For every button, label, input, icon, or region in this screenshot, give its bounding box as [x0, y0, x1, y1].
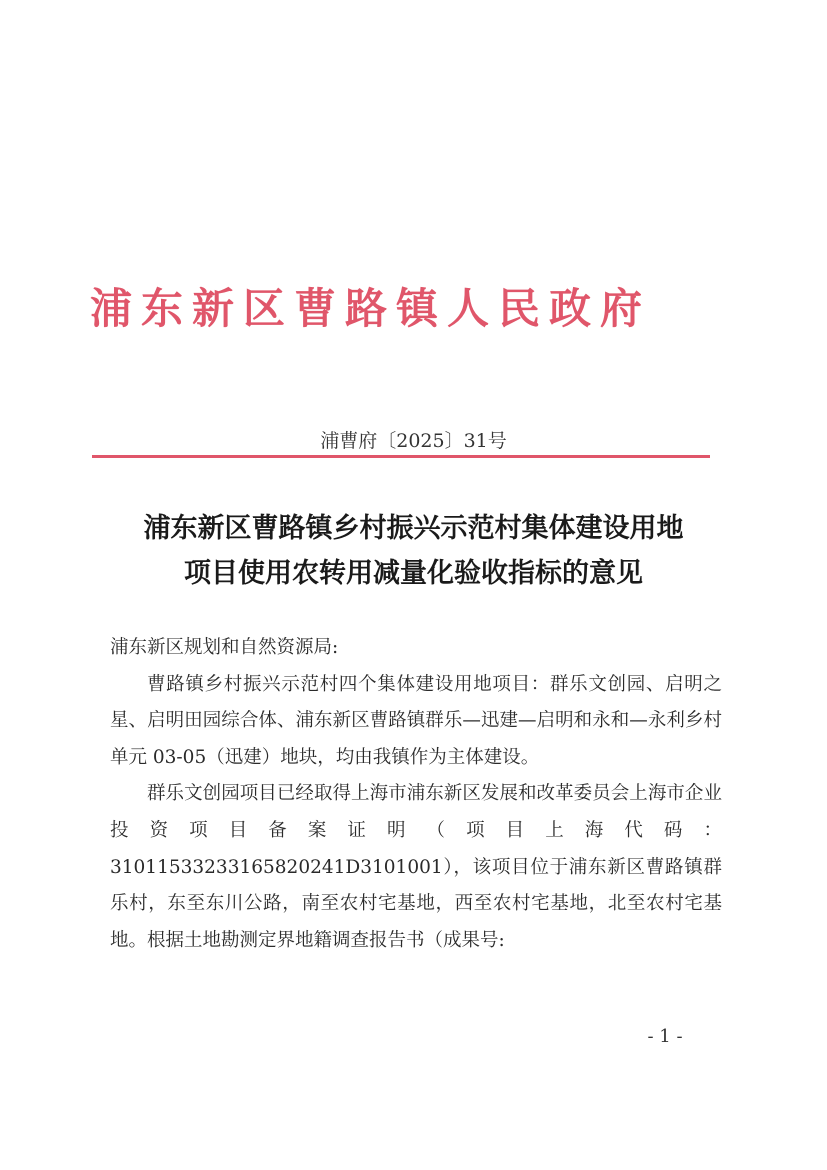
page-number: - 1 - [647, 1026, 683, 1047]
body-paragraph: 曹路镇乡村振兴示范村四个集体建设用地项目：群乐文创园、启明之星、启明田园综合体、浦东新区曹路镇群乐—迅建—启明和永和—永利乡村单元 03-05（迅建）地块，均由我镇作为主体建设。 [110, 673, 722, 768]
document-body [110, 630, 722, 959]
document-title [60, 506, 767, 596]
issuing-authority-header: 浦东新区曹路镇人民政府 [90, 284, 652, 333]
document-title-line-2: 项目使用农转用减量化验收指标的意见 [184, 558, 643, 589]
document-number: 浦曹府〔2025〕31号 [320, 430, 507, 452]
document-title-line-1: 浦东新区曹路镇乡村振兴示范村集体建设用地 [143, 513, 684, 544]
red-divider-line [92, 455, 710, 458]
body-paragraph: 群乐文创园项目已经取得上海市浦东新区发展和改革委员会上海市企业投资项目备案证明（项目上海代码：31011533233165820241D3101001），该项目位于浦东新区曹路镇群乐村，东至东川公路，南至农村宅基地，西至农村宅基地，北至农村宅基地。根据土地勘测定界地籍调查报告书（成果号: [110, 783, 722, 951]
addressee: 浦东新区规划和自然资源局: [110, 637, 339, 658]
